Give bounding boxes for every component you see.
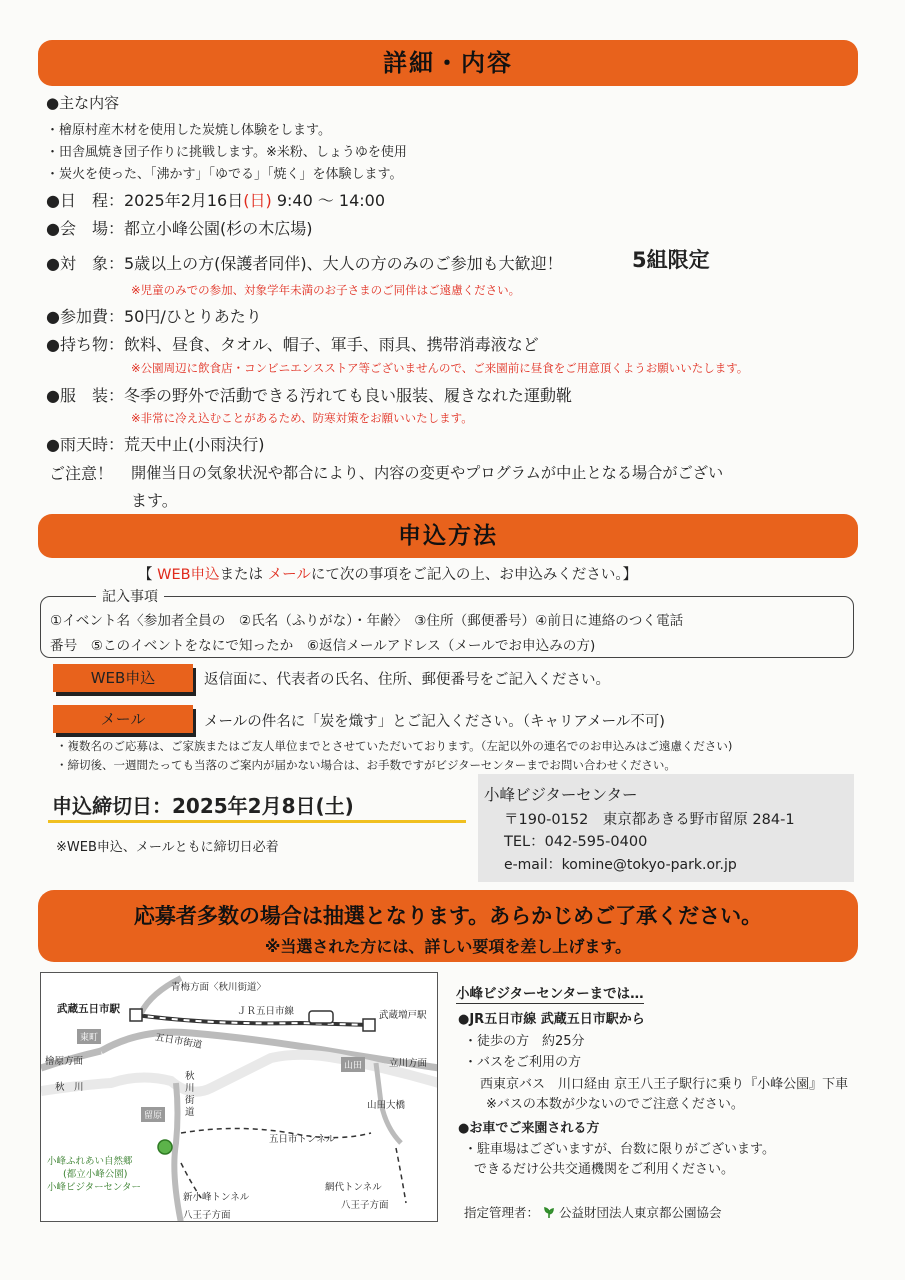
fee-label: ●参加費： <box>46 307 124 326</box>
date-label: ●日 程： <box>46 191 124 210</box>
map-label-itsukaichi-tunnel: 五日市トンネル <box>269 1134 336 1145</box>
apply-lead <box>138 563 637 584</box>
date-time: 9:40 ～ 14:00 <box>271 191 386 210</box>
fee-value: 50円/ひとりあたり <box>123 307 262 326</box>
fields-label: 記入事項 <box>96 586 164 606</box>
rain-row <box>46 432 264 455</box>
access-bus-note: ※バスの本数が少ないのでご注意ください。 <box>486 1097 744 1112</box>
akigawa-road-south <box>174 1083 181 1222</box>
center-address: 〒190-0152 東京都あきる野市留原 284-1 <box>504 812 795 828</box>
access-bus: ・バスをご利用の方 <box>464 1055 582 1070</box>
map-label-tachikawa: 立川方面 <box>389 1058 428 1069</box>
center-tel: TEL：042-595-0400 <box>504 834 648 850</box>
caution-label: ご注意！ <box>49 464 114 483</box>
map-badge-yamada: 山田 <box>341 1057 365 1072</box>
car-line-1: ・駐車場はございますが、台数に限りがございます。 <box>464 1142 775 1157</box>
train-icon <box>309 1011 333 1023</box>
caution-line-2: ます。 <box>131 491 178 510</box>
lottery-line-2: ※当選された方には、詳しい要項を差し上げます。 <box>264 937 632 956</box>
items-value: 飲料、昼食、タオル、帽子、軍手、雨具、携帯消毒液など <box>123 335 539 354</box>
items-label: ●持ち物： <box>46 335 124 354</box>
clothes-row <box>46 383 572 406</box>
masuko-station-marker <box>363 1019 375 1031</box>
main-item-3: ・炭火を使った、「沸かす」「ゆでる」「焼く」を体験します。 <box>46 167 403 182</box>
target-note: ※児童のみでの参加、対象学年未満のお子さまのご同伴はご遠慮ください。 <box>131 283 521 297</box>
itsukaichi-station-marker <box>130 1009 142 1021</box>
lottery-line-1: 応募者多数の場合は抽選となります。あらかじめご了承ください。 <box>133 904 763 928</box>
venue-row <box>46 216 312 239</box>
web-apply-tag: WEB申込 <box>53 664 193 692</box>
venue-label: ●会 場： <box>46 219 124 238</box>
note-2: ・締切後、一週間たっても当落のご案内が届かない場合は、お手数ですがビジターセンターまでお問い合わせください。 <box>56 758 676 772</box>
map-label-akigawa-kaido: 秋川街道 <box>185 1071 195 1118</box>
items-row <box>46 332 539 355</box>
map-label-itsukaichi-station: 武蔵五日市駅 <box>57 1003 120 1015</box>
map-label-shin-komine-tunnel: 新小峰トンネル <box>183 1192 250 1203</box>
manager-row <box>464 1203 722 1221</box>
map-label-masuko-station: 武蔵増戸駅 <box>379 1010 427 1021</box>
deadline-note: ※WEB申込、メールともに締切日必着 <box>56 840 279 855</box>
venue-value: 都立小峰公園(杉の木広場) <box>123 219 313 238</box>
fee-row <box>46 304 262 327</box>
map-label-hachioji-b: 八王子方面 <box>341 1200 389 1211</box>
lottery-banner <box>38 890 858 962</box>
web-apply-text: 返信面に、代表者の氏名、住所、郵便番号をご記入ください。 <box>204 672 610 688</box>
lead-or: または <box>219 567 268 583</box>
map-label-komine-vc: 小峰ビジターセンター <box>47 1182 142 1193</box>
car-line-2: できるだけ公共交通機関をご利用ください。 <box>474 1162 735 1177</box>
note-1: ・複数名のご応募は、ご家族またはご友人単位までとさせていただいております。（左記以外の連名でのお申込みはご遠慮ください) <box>56 739 733 753</box>
mail-apply-text: メールの件名に「炭を熾す」とご記入ください。（キャリアメール不可) <box>204 714 665 730</box>
komine-park-marker <box>158 1140 172 1154</box>
target-value: 5歳以上の方(保護者同伴)、大人の方のみのご参加も大歓迎！ <box>123 254 563 273</box>
car-heading: ●お車でご来園される方 <box>458 1121 600 1136</box>
target-row <box>46 251 563 274</box>
section-title-apply: 申込方法 <box>38 514 858 558</box>
center-name: 小峰ビジターセンター <box>484 786 638 804</box>
map-label-komine-park: (都立小峰公園) <box>63 1169 128 1180</box>
map-label-amiyo-tunnel: 網代トンネル <box>325 1182 382 1193</box>
section-title-details: 詳細・内容 <box>38 40 858 86</box>
map-label-hachioji-a: 八王子方面 <box>183 1210 231 1221</box>
lead-web: WEB申込 <box>157 567 220 583</box>
items-note: ※公園周辺に飲食店・コンビニエンスストア等ございませんので、ご来園前に昼食をご用意頂くようお願いいたします。 <box>131 361 749 375</box>
map-badge-tomehara: 留原 <box>141 1107 165 1122</box>
map-label-komine-fureai: 小峰ふれあい自然郷 <box>47 1156 133 1167</box>
deadline: 申込締切日：2025年2月8日(土) <box>52 794 354 818</box>
map-label-itsukaichi-kaido: 五日市街道 <box>154 1031 203 1052</box>
mail-apply-tag: メール <box>53 705 193 733</box>
rain-value: 荒天中止(小雨決行) <box>123 435 265 454</box>
clothes-label: ●服 装： <box>46 386 124 405</box>
manager-name: 公益財団法人東京都公園協会 <box>558 1205 722 1220</box>
access-bus-detail: 西東京バス 川口経由 京王八王子駅行に乗り『小峰公園』下車 <box>480 1077 849 1092</box>
map-label-yamada-bridge: 山田大橋 <box>367 1100 406 1111</box>
manager-label: 指定管理者： <box>464 1205 540 1220</box>
caution-line-1: 開催当日の気象状況や都合により、内容の変更やプログラムが中止となる場合がござい <box>131 464 724 482</box>
clothes-note: ※非常に冷え込むことがあるため、防寒対策をお願いいたします。 <box>131 411 473 425</box>
main-content-heading: ●主な内容 <box>46 94 120 112</box>
access-walk: ・徒歩の方 約25分 <box>464 1034 585 1049</box>
fields-line-2: 番号 ⑤このイベントをなにで知ったか ⑥返信メールアドレス（メールでお申込みの方) <box>50 638 596 654</box>
map-label-oume: 青梅方面〈秋川街道〉 <box>171 982 267 993</box>
map-badge-higashimachi: 東町 <box>77 1029 101 1044</box>
deadline-underline <box>48 820 466 823</box>
main-item-2: ・田舎風焼き団子作りに挑戦します。※米粉、しょうゆを使用 <box>46 145 407 160</box>
map-label-hinohara: 檜原方面 <box>45 1056 84 1067</box>
lead-rest: にて次の事項をご記入の上、お申込みください。】 <box>310 567 638 583</box>
target-limit: 5組限定 <box>632 248 710 272</box>
park-association-logo-icon <box>543 1207 555 1219</box>
lead-open: 【 <box>138 567 158 583</box>
train-heading: ●JR五日市線 武蔵五日市駅から <box>458 1012 645 1027</box>
lead-mail: メール <box>267 567 311 583</box>
date-value: 2025年2月16日 <box>123 191 244 210</box>
map-label-akigawa-river: 秋 川 <box>55 1082 84 1093</box>
access-title: 小峰ビジターセンターまでは… <box>456 982 644 1004</box>
main-item-1: ・檜原村産木材を使用した炭焼し体験をします。 <box>46 123 331 138</box>
fields-line-1: ①イベント名〈参加者全員の ②氏名（ふりがな）・年齢〉 ③住所（郵便番号）④前日に連絡のつく電話 <box>50 613 684 629</box>
date-row <box>46 188 385 211</box>
access-map <box>40 972 438 1222</box>
clothes-value: 冬季の野外で活動できる汚れても良い服装、履きなれた運動靴 <box>123 386 572 405</box>
target-label: ●対 象： <box>46 254 124 273</box>
center-email[interactable]: e-mail：komine@tokyo-park.or.jp <box>504 857 737 873</box>
map-label-jr-line: ＪＲ五日市線 <box>237 1006 295 1017</box>
date-day: (日) <box>243 191 272 210</box>
amiyo-tunnel-route <box>396 1148 406 1203</box>
rain-label: ●雨天時： <box>46 435 124 454</box>
